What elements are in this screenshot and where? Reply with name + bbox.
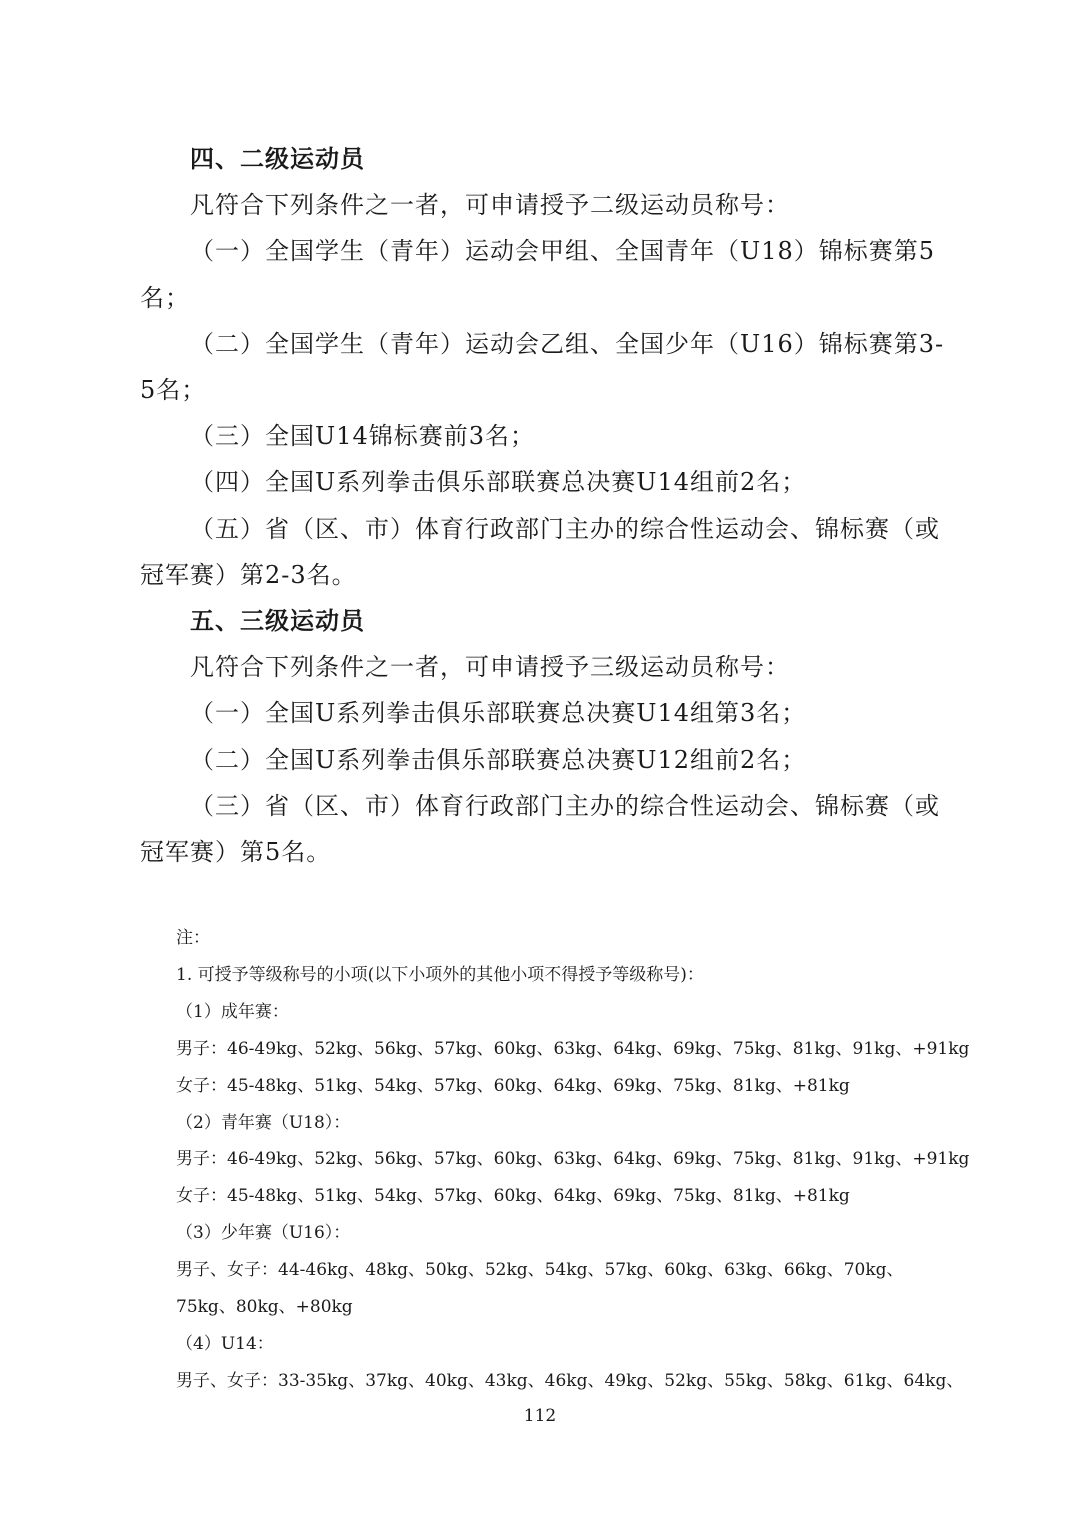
notes-label: 注： <box>176 928 210 948</box>
u14-both: 男子、女子：33-35kg、37kg、40kg、43kg、46kg、49kg、52kg、55kg、58kg、61kg、64kg、 <box>176 1370 964 1391</box>
youth-title: （2）青年赛（U18）： <box>176 1112 351 1133</box>
senior-title: （1）成年赛： <box>176 1001 289 1022</box>
junior-both: 男子、女子：44-46kg、48kg、50kg、52kg、54kg、57kg、60kg、63kg、66kg、70kg、75kg、80kg、+80kg <box>176 1260 904 1318</box>
youth-women: 女子：45-48kg、51kg、54kg、57kg、60kg、64kg、69kg、75kg、81kg、+81kg <box>176 1186 850 1207</box>
senior-women: 女子：45-48kg、51kg、54kg、57kg、60kg、64kg、69kg、75kg、81kg、+81kg <box>176 1075 850 1096</box>
notes-section <box>176 920 970 1400</box>
section-4-item-3: （三）全国U14锦标赛前3名； <box>190 422 536 451</box>
senior-men: 男子：46-49kg、52kg、56kg、57kg、60kg、63kg、64kg、69kg、75kg、81kg、91kg、+91kg <box>176 1038 970 1059</box>
section-5-item-2: （二）全国U系列拳击俱乐部联赛总决赛U12组前2名； <box>190 745 807 774</box>
junior-title: （3）少年赛（U16）： <box>176 1223 351 1244</box>
section-4-item-2: （二）全国学生（青年）运动会乙组、全国少年（U16）锦标赛第3-5名； <box>140 329 945 405</box>
section-5-item-1: （一）全国U系列拳击俱乐部联赛总决赛U14组第3名； <box>190 699 807 728</box>
section-5-item-3: （三）省（区、市）体育行政部门主办的综合性运动会、锦标赛（或冠军赛）第5名。 <box>140 791 940 867</box>
section-4-item-1: （一）全国学生（青年）运动会甲组、全国青年（U18）锦标赛第5名； <box>140 237 936 312</box>
youth-men: 男子：46-49kg、52kg、56kg、57kg、60kg、63kg、64kg、69kg、75kg、81kg、91kg、+91kg <box>176 1149 970 1170</box>
section-5-heading: 五、三级运动员 <box>190 607 365 636</box>
section-5-intro: 凡符合下列条件之一者，可申请授予三级运动员称号： <box>190 653 790 682</box>
page-number: 112 <box>523 1406 557 1426</box>
section-4-item-4: （四）全国U系列拳击俱乐部联赛总决赛U14组前2名； <box>190 468 807 497</box>
section-4-heading: 四、二级运动员 <box>190 145 365 173</box>
notes-item-1: 1. 可授予等级称号的小项(以下小项外的其他小项不得授予等级称号)： <box>176 964 704 985</box>
u14-title: （4）U14： <box>176 1333 274 1354</box>
main-body <box>140 136 945 875</box>
section-4-intro: 凡符合下列条件之一者，可申请授予二级运动员称号： <box>190 191 790 220</box>
section-4-item-5: （五）省（区、市）体育行政部门主办的综合性运动会、锦标赛（或冠军赛）第2-3名。 <box>140 514 940 589</box>
